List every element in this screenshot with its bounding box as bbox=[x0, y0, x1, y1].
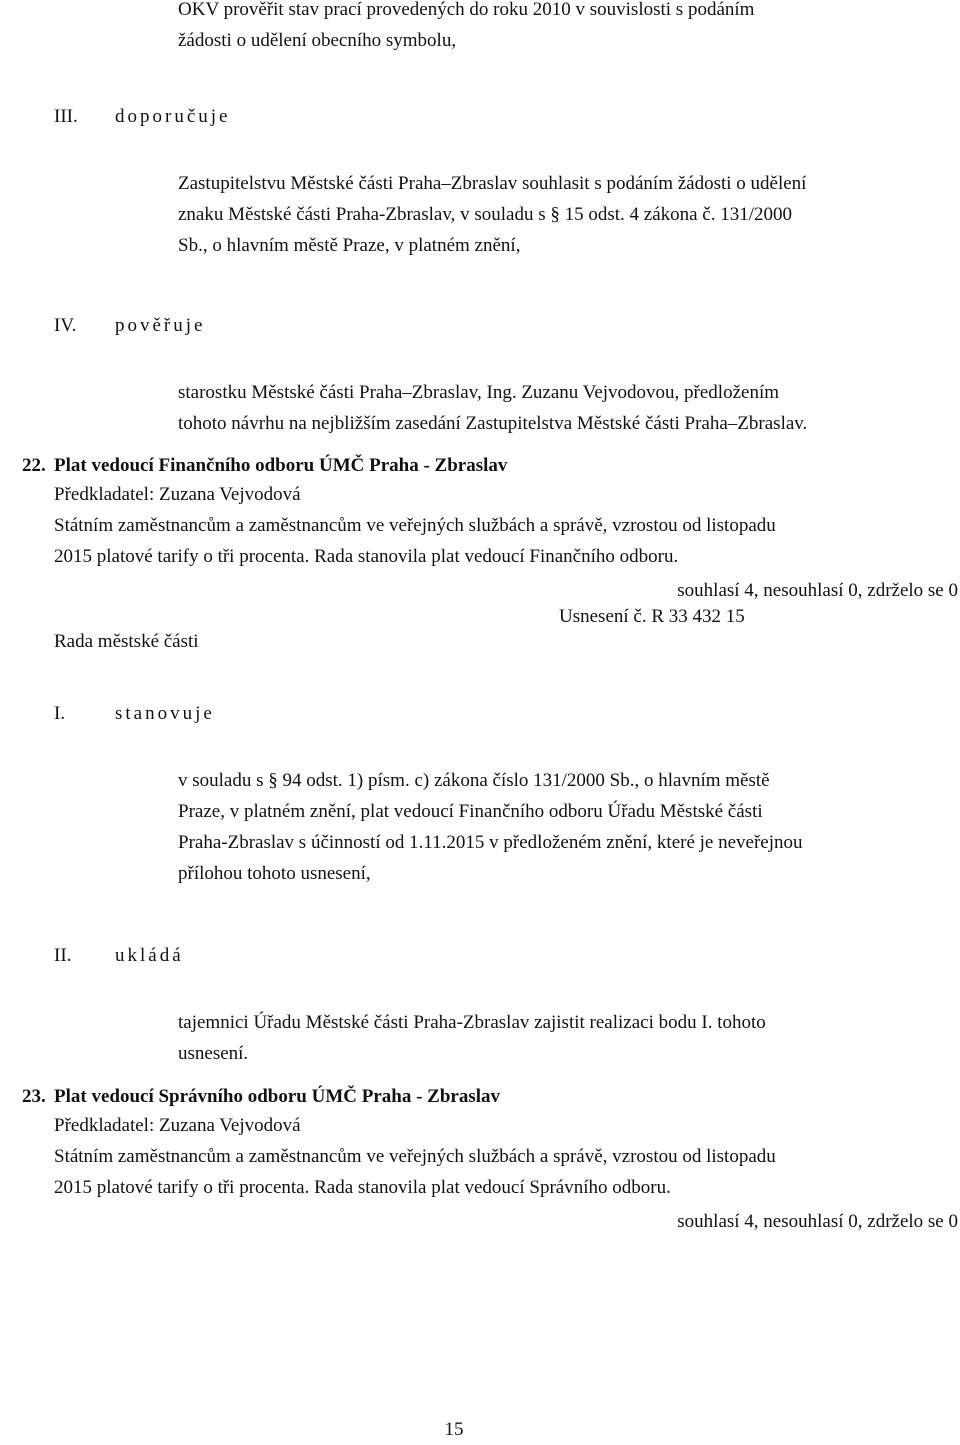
text-line: 2015 platové tarify o tři procenta. Rada stanovila plat vedoucí Správního odboru. bbox=[54, 1177, 671, 1198]
top-paragraph bbox=[178, 0, 754, 56]
item-22-sec-ii-numeral: II. bbox=[54, 945, 72, 966]
item-22-council: Rada městské části bbox=[54, 631, 199, 652]
item-22-presenter: Předkladatel: Zuzana Vejvodová bbox=[54, 484, 301, 505]
text-line: Státním zaměstnancům a zaměstnancům ve veřejných službách a správě, vzrostou od listopadu bbox=[54, 515, 776, 536]
text-line: OKV prověřit stav prací provedených do roku 2010 v souvislosti s podáním bbox=[178, 0, 755, 20]
item-22-sec-i-text bbox=[178, 765, 803, 889]
text-line: Sb., o hlavním městě Praze, v platném znění, bbox=[178, 235, 521, 256]
section-iii-verb: doporučuje bbox=[115, 106, 231, 127]
page-number: 15 bbox=[444, 1419, 464, 1440]
section-iv-verb: pověřuje bbox=[115, 315, 206, 336]
text-line: znaku Městské části Praha-Zbraslav, v souladu s § 15 odst. 4 zákona č. 131/2000 bbox=[178, 204, 793, 225]
text-line: tohoto návrhu na nejbližším zasedání Zastupitelstva Městské části Praha–Zbraslav. bbox=[178, 413, 808, 434]
item-22-sec-ii-verb: ukládá bbox=[115, 945, 184, 966]
text-line: Státním zaměstnancům a zaměstnancům ve veřejných službách a správě, vzrostou od listopadu bbox=[54, 1146, 776, 1167]
section-iv-text bbox=[178, 377, 807, 439]
section-iii-text bbox=[178, 168, 806, 261]
section-iv-numeral: IV. bbox=[54, 315, 77, 336]
section-iii-numeral: III. bbox=[54, 106, 78, 127]
text-line: žádosti o udělení obecního symbolu, bbox=[178, 30, 457, 51]
item-22-title: Plat vedoucí Finančního odboru ÚMČ Praha - Zbraslav bbox=[54, 455, 508, 476]
item-23-presenter: Předkladatel: Zuzana Vejvodová bbox=[54, 1115, 301, 1136]
text-line: 2015 platové tarify o tři procenta. Rada stanovila plat vedoucí Finančního odboru. bbox=[54, 546, 679, 567]
text-line: v souladu s § 94 odst. 1) písm. c) zákona číslo 131/2000 Sb., o hlavním městě bbox=[178, 770, 770, 791]
item-23-title: Plat vedoucí Správního odboru ÚMČ Praha - Zbraslav bbox=[54, 1086, 501, 1107]
text-line: Zastupitelstvu Městské části Praha–Zbraslav souhlasit s podáním žádosti o udělení bbox=[178, 173, 807, 194]
item-22-number: 22. bbox=[22, 455, 46, 476]
text-line: Praze, v platném znění, plat vedoucí Finančního odboru Úřadu Městské části bbox=[178, 801, 763, 822]
text-line: starostku Městské části Praha–Zbraslav, Ing. Zuzanu Vejvodovou, předložením bbox=[178, 382, 779, 403]
item-22-resolution: Usnesení č. R 33 432 15 bbox=[559, 606, 745, 627]
text-line: Praha-Zbraslav s účinností od 1.11.2015 v předloženém znění, které je neveřejnou bbox=[178, 832, 803, 853]
item-22-sec-ii-text bbox=[178, 1007, 766, 1069]
item-23-vote: souhlasí 4, nesouhlasí 0, zdrželo se 0 bbox=[677, 1211, 958, 1232]
item-22-sec-i-verb: stanovuje bbox=[115, 703, 215, 724]
item-22-description bbox=[54, 510, 776, 572]
text-line: přílohou tohoto usnesení, bbox=[178, 863, 371, 884]
item-23-number: 23. bbox=[22, 1086, 46, 1107]
item-23-description bbox=[54, 1141, 776, 1203]
item-22-sec-i-numeral: I. bbox=[54, 703, 66, 724]
item-22-vote: souhlasí 4, nesouhlasí 0, zdrželo se 0 bbox=[677, 580, 958, 601]
text-line: tajemnici Úřadu Městské části Praha-Zbraslav zajistit realizaci bodu I. tohoto bbox=[178, 1012, 766, 1033]
text-line: usnesení. bbox=[178, 1043, 249, 1064]
